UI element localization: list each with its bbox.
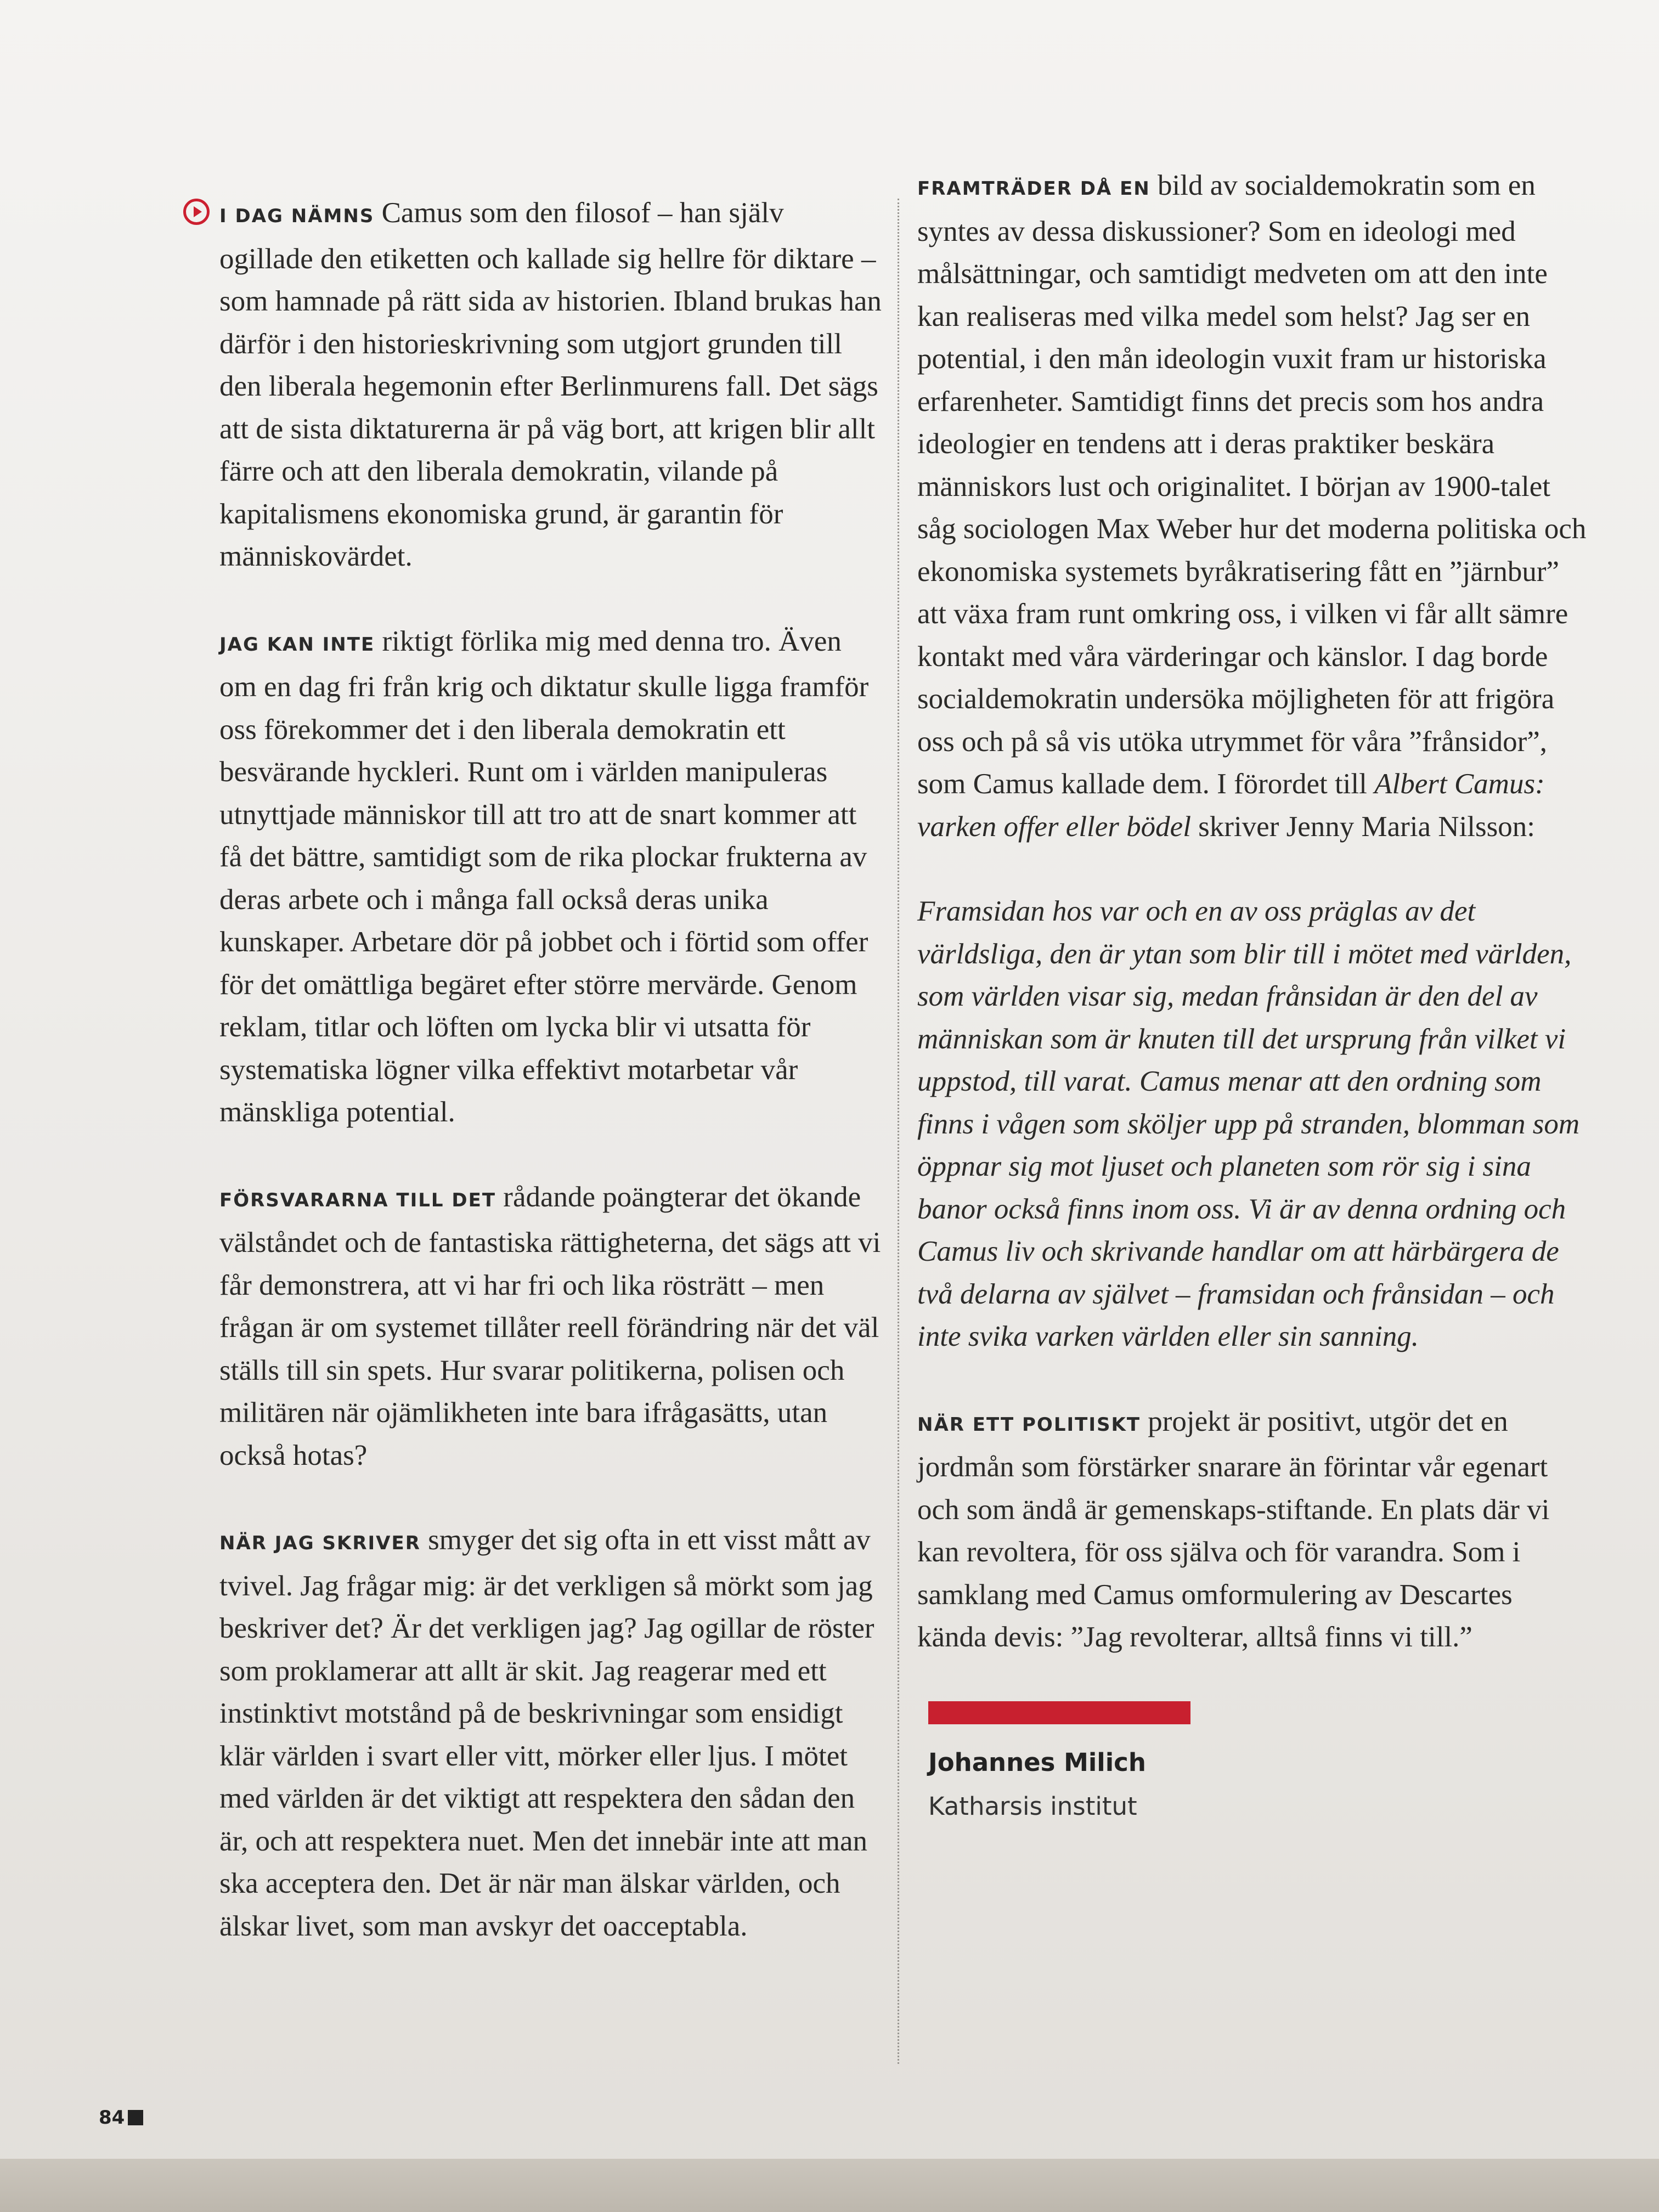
lead-in: NÄR JAG SKRIVER xyxy=(219,1532,421,1554)
paragraph-4 xyxy=(219,1519,883,1948)
paragraph-text-end: skriver Jenny Maria Nilsson: xyxy=(1190,810,1535,843)
page-number-text: 84 xyxy=(99,2107,125,2129)
paragraph-text: smyger det sig ofta in ett visst mått av tvivel. Jag frågar mig: är det verkligen så mörkt som jag beskriver det? Är det verkligen jag? Jag ogillar de röster som proklamerar att allt är skit. Jag reagerar med ett instinktivt motstånd på de beskrivningar som ensidigt klär världen i svart eller vitt, mörker eller ljus. I mötet med världen är det viktigt att respektera den sådan den är, och att respektera nuet. Men det innebär inte att man ska acceptera den. Det är när man älskar världen, och älskar livet, som man avskyr det oacceptabla. xyxy=(219,1524,874,1942)
paragraph-1 xyxy=(219,192,883,578)
lead-in: JAG KAN INTE xyxy=(219,633,375,656)
left-column xyxy=(219,192,883,1990)
author-affiliation: Katharsis institut xyxy=(928,1791,1137,1821)
lead-in: FÖRSVARARNA TILL DET xyxy=(219,1189,496,1211)
paragraph-text: Camus som den filosof – han själv ogillade den etiketten och kallade sig hellre för diktare – som hamnade på rätt sida av historien. Ibland brukas han därför i den historieskrivning som utgjort grunden till den liberala hegemonin efter Berlinmurens fall. Det sägs att de sista diktaturerna är på väg bort, att krigen blir allt färre och att den liberala demokratin, vilande på kapitalismens ekonomiska grund, är garantin för människovärdet. xyxy=(219,197,882,572)
author-name: Johannes Milich xyxy=(928,1747,1146,1777)
play-circle-icon xyxy=(183,199,210,225)
background-surface xyxy=(0,2159,1659,2212)
paragraph-2 xyxy=(219,620,883,1134)
paragraph-text: riktigt förlika mig med denna tro. Även om en dag fri från krig och diktatur skulle ligga framför oss förekommer det i den liberala demokratin ett besvärande hyckleri. Runt om i världen manipuleras utnyttjade människor till att tro att de snart kommer att få det bättre, samtidigt som de rika plockar frukterna av deras arbete och i många fall också deras unika kunskaper. Arbetare dör på jobbet och i förtid som offer för det omättliga begäret efter större mervärde. Genom reklam, titlar och löften om lycka blir vi utsatta för systematiska lögner vilka effektivt motarbetar vår mänskliga potential. xyxy=(219,625,869,1128)
paragraph-5 xyxy=(917,165,1587,848)
right-column xyxy=(917,165,1587,1826)
paragraph-text: rådande poängterar det ökande välståndet och de fantastiska rättigheterna, det sägs att vi får demonstrera, att vi har fri och lika rösträtt – men frågan är om systemet tillåter reell förändring när det väl ställs till sin spets. Hur svarar politikerna, polisen och militären när ojämlikheten inte bara ifrågasätts, utan också hotas? xyxy=(219,1181,881,1471)
lead-in: FRAMTRÄDER DÅ EN xyxy=(917,178,1150,200)
paragraph-3 xyxy=(219,1176,883,1477)
book-title: Albert Camus: varken offer eller bödel xyxy=(917,768,1545,843)
block-quote: Framsidan hos var och en av oss präglas av det världsliga, den är ytan som blir till i mötet med världen, som världen visar sig, medan frånsidan är den del av människan som är knuten till det ursprung från vilket vi uppstod, till varat. Camus menar att den ordning som finns i vågen som sköljer upp på stranden, blomman som öppnar sig mot ljuset och planeten som rör sig i sina banor också finns inom oss. Vi är av denna ordning och Camus liv och skrivande handlar om att härbärgera de två delarna av självet – framsidan och frånsidan – och inte svika varken världen eller sin sanning. xyxy=(917,895,1580,1352)
page-number xyxy=(99,2107,143,2129)
paragraph-text: bild av socialdemokratin som en syntes av dessa diskussioner? Som en ideologi med målsättningar, och samtidigt medveten om att den inte kan realiseras med vilka medel som helst? Jag ser en potential, i den mån ideologin vuxit fram ur historiska erfarenheter. Samtidigt finns det precis som hos andra ideologier en tendens att i deras praktiker beskära människors lust och originalitet. I början av 1900-talet såg sociologen Max Weber hur det moderna politiska och ekonomiska systemets byråkratisering fått en ”järnbur” att växa fram runt omkring oss, i vilken vi får allt sämre kontakt med våra värderingar och känslor. I dag borde socialdemokratin undersöka möjligheten för att frigöra oss och på så vis utöka utrymmet för våra ”frånsidor”, som Camus kallade dem. I förordet till xyxy=(917,170,1587,800)
author-accent-bar xyxy=(928,1701,1190,1724)
square-icon xyxy=(128,2110,143,2125)
paragraph-text: projekt är positivt, utgör det en jordmån som förstärker snarare än förintar vår egenart och som ändå är gemenskaps-stiftande. En plats där vi kan revoltera, för oss själva och för varandra. Som i samklang med Camus omformulering av Descartes kända devis: ”Jag revolterar, alltså finns vi till.” xyxy=(917,1405,1550,1653)
lead-in: NÄR ETT POLITISKT xyxy=(917,1413,1141,1436)
column-divider xyxy=(898,199,899,2064)
paragraph-6 xyxy=(917,1401,1587,1659)
lead-in: I DAG NÄMNS xyxy=(219,205,375,227)
